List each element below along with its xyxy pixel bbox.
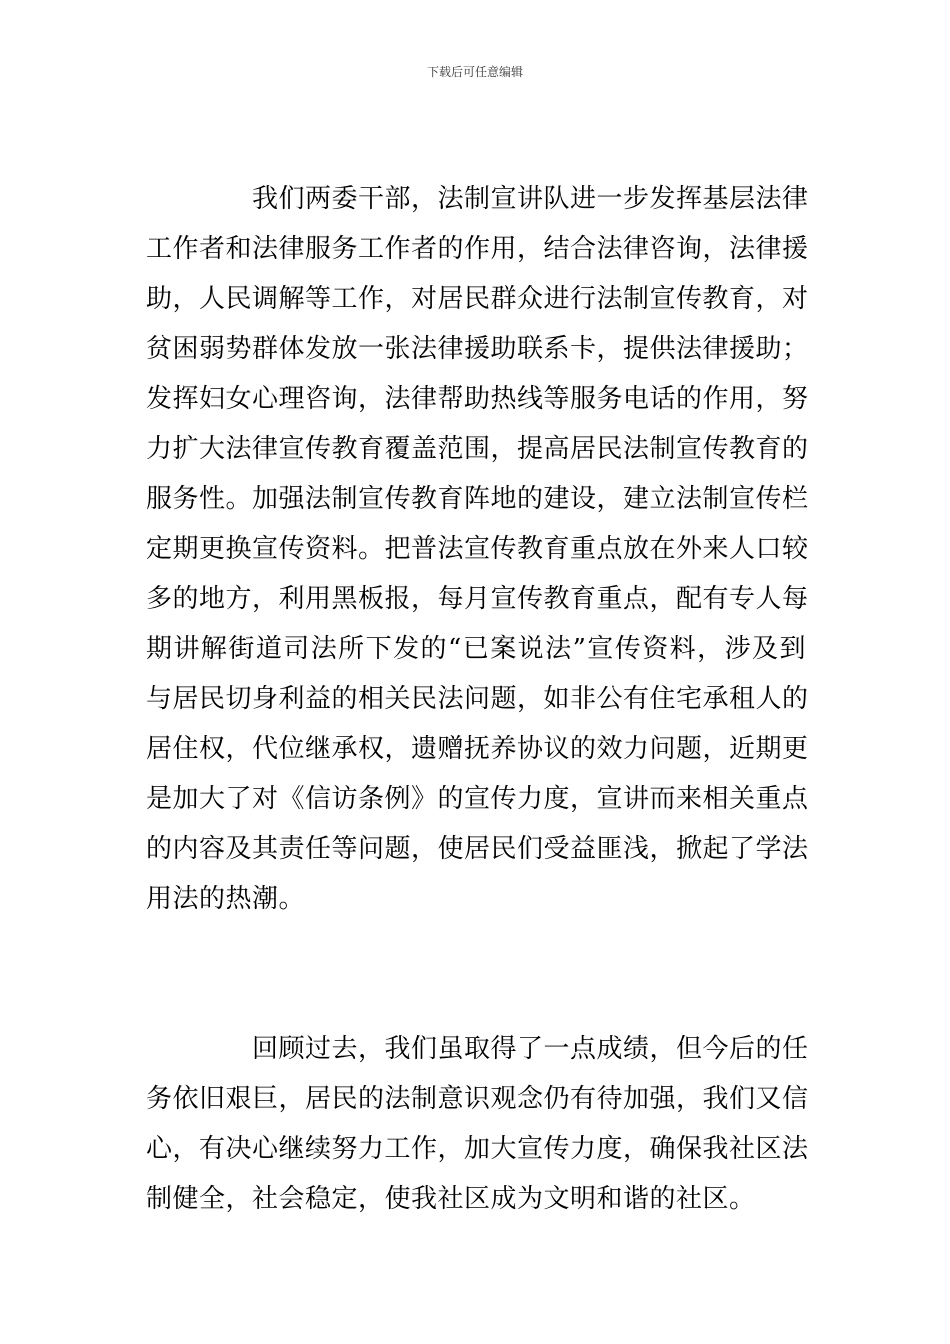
text-line: 是加大了对《信访条例》的宣传力度，宣讲而来相关重点 bbox=[146, 784, 809, 814]
text-line: 回顾过去，我们虽取得了一点成绩，但今后的任 bbox=[252, 1034, 809, 1064]
paragraph-2 bbox=[146, 1024, 809, 1224]
text-line: 多的地方，利用黑板报，每月宣传教育重点，配有专人每 bbox=[146, 584, 809, 614]
text-line: 贫困弱势群体发放一张法律援助联系卡，提供法律援助； bbox=[146, 334, 809, 364]
text-line: 与居民切身利益的相关民法问题，如非公有住宅承租人的 bbox=[146, 684, 809, 714]
text-line: 定期更换宣传资料。把普法宣传教育重点放在外来人口较 bbox=[146, 534, 809, 564]
text-line: 工作者和法律服务工作者的作用，结合法律咨询，法律援 bbox=[146, 234, 809, 264]
text-line: 用法的热潮。 bbox=[146, 884, 306, 914]
text-line: 务依旧艰巨，居民的法制意识观念仍有待加强，我们又信 bbox=[146, 1084, 809, 1114]
text-line: 心，有决心继续努力工作，加大宣传力度，确保我社区法 bbox=[146, 1134, 809, 1164]
paragraph-1 bbox=[146, 174, 809, 924]
paragraph-spacer bbox=[146, 924, 806, 1024]
text-line: 的内容及其责任等问题，使居民们受益匪浅，掀起了学法 bbox=[146, 834, 809, 864]
header-note: 下载后可任意编辑 bbox=[426, 65, 523, 79]
text-line: 服务性。加强法制宣传教育阵地的建设，建立法制宣传栏 bbox=[146, 484, 809, 514]
text-line: 制健全，社会稳定，使我社区成为文明和谐的社区。 bbox=[146, 1184, 756, 1214]
text-line: 我们两委干部，法制宣讲队进一步发挥基层法律 bbox=[252, 184, 809, 214]
text-line: 期讲解街道司法所下发的“已案说法”宣传资料，涉及到 bbox=[146, 634, 806, 664]
text-line: 发挥妇女心理咨询，法律帮助热线等服务电话的作用，努 bbox=[146, 384, 809, 414]
document-body bbox=[146, 174, 809, 1224]
text-line: 助，人民调解等工作，对居民群众进行法制宣传教育，对 bbox=[146, 284, 809, 314]
text-line: 居住权，代位继承权，遗赠抚养协议的效力问题，近期更 bbox=[146, 734, 809, 764]
text-line: 力扩大法律宣传教育覆盖范围，提高居民法制宣传教育的 bbox=[146, 434, 809, 464]
